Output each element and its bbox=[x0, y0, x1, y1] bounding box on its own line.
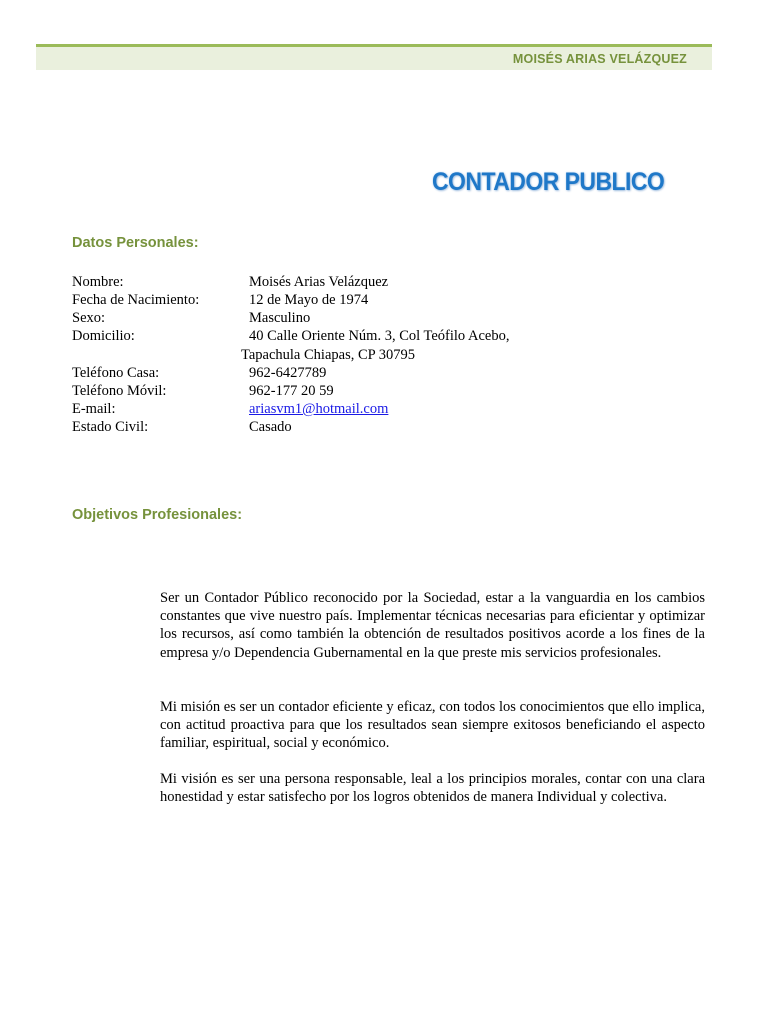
field-label: Teléfono Móvil: bbox=[72, 383, 167, 399]
field-label: Nombre: bbox=[72, 274, 124, 290]
field-value: 962-177 20 59 bbox=[249, 383, 334, 399]
objectives-heading: Objetivos Profesionales: bbox=[72, 507, 243, 523]
mission-paragraph: Mi misión es ser un contador eficiente y eficaz, con todos los conocimientos que ello implica, con actitud proactiva para que los resultados sean siempre exitosos beneficiando el aspecto familiar, espiritual, social y económico. bbox=[160, 699, 705, 752]
field-label: Fecha de Nacimiento: bbox=[72, 292, 200, 308]
field-label: Estado Civil: bbox=[72, 419, 149, 435]
field-value: 40 Calle Oriente Núm. 3, Col Teófilo Acebo, bbox=[249, 328, 510, 344]
field-value: Casado bbox=[249, 419, 292, 435]
objective-paragraph: Ser un Contador Público reconocido por la Sociedad, estar a la vanguardia en los cambios constantes que vive nuestro país. Implementar técnicas necesarias para eficientar y optimizar los recursos, así como también la obtención de resultados positivos acorde a los fines de la empresa y/o Dependencia Gubernamental en la que preste mis servicios profesionales. bbox=[160, 590, 705, 661]
field-label: Sexo: bbox=[72, 310, 106, 326]
personal-data-heading: Datos Personales: bbox=[72, 235, 199, 251]
document-title: CONTADOR PUBLICO bbox=[432, 168, 665, 196]
vision-paragraph: Mi visión es ser una persona responsable, leal a los principios morales, contar con una clara honestidad y estar satisfecho por los logros obtenidos de manera Individual y colectiva. bbox=[160, 771, 705, 806]
field-label: Domicilio: bbox=[72, 328, 135, 344]
field-label: E-mail: bbox=[72, 401, 116, 417]
field-value: Tapachula Chiapas, CP 30795 bbox=[241, 347, 416, 363]
email-link[interactable]: ariasvm1@hotmail.com bbox=[249, 401, 389, 417]
field-label: Teléfono Casa: bbox=[72, 365, 160, 381]
field-value: 12 de Mayo de 1974 bbox=[249, 292, 369, 308]
field-value: Moisés Arias Velázquez bbox=[249, 274, 389, 290]
field-value: 962-6427789 bbox=[249, 365, 327, 381]
field-value: Masculino bbox=[249, 310, 311, 326]
header-band bbox=[36, 44, 712, 70]
header-name: MOISÉS ARIAS VELÁZQUEZ bbox=[512, 52, 687, 66]
